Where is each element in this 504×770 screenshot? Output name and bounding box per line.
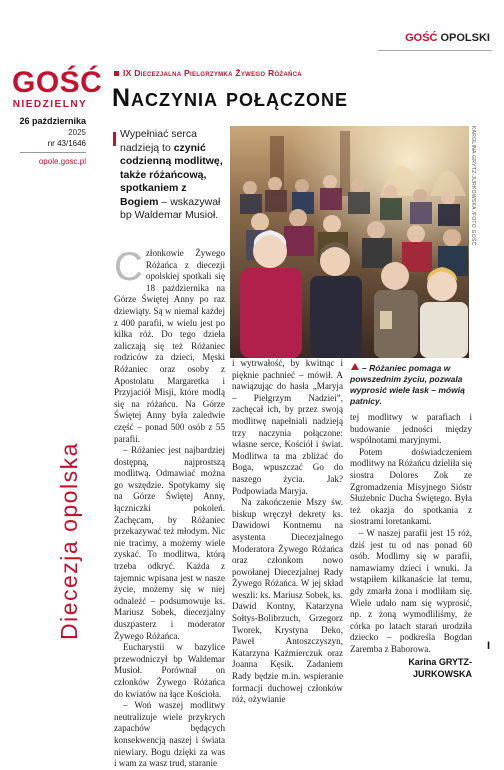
issue-date: 26 października: [19, 116, 86, 126]
lead-accent-bar: [113, 132, 116, 146]
logo[interactable]: [12, 66, 103, 111]
paragraph: [114, 245, 225, 445]
paragraph-text: złonkowie Żywego Różańca z diecezji opolskiej spotkali się 18 października na Górze Świętej Anny po raz dziewiąty. Są w niemal każdej z 400 parafii, w wielu jest po kilka róż. Do tego dzieła zaliczają się też Różaniec rodziców za dzieci, Męski Różaniec oraz osoby z Apostolatu Margaretka i Przyjaciół Misji, które modlą się na różańcu. Na Górze Świętej Anny była zaledwie część – ponad 500 osób z 55 parafii.: [114, 248, 225, 444]
brand-gosc: GOŚĆ: [405, 32, 438, 44]
paragraph: Potem doświadczeniem modlitwy na Różańcu dzieliła się siostra Dolores Zok ze Zgromadzenia Misyjnego Sióstr Służebnic Ducha Świętego. Była też okazja do spotkania z siostrami loretankami.: [350, 446, 472, 527]
dropcap: C: [114, 245, 143, 289]
article-kicker: [114, 68, 302, 78]
article-photo: [230, 126, 469, 358]
logo-main: GOŚĆ: [12, 66, 103, 99]
brand-region: OPOLSKI: [440, 32, 490, 44]
author-signature: Karina GRYTZ-JURKOWSKA: [408, 657, 472, 680]
issue-year: 2025: [68, 128, 86, 137]
square-bullet-icon: [114, 71, 119, 76]
photo-caption: – Różaniec pomaga w powszednim życiu, pozwala wyprosić wiele łask – mówią patnicy.: [350, 363, 465, 406]
article-column-3: [350, 412, 472, 681]
brand-divider: [378, 50, 492, 51]
lead-text-1: Wypełniać serca nadzieją to: [120, 128, 197, 154]
kicker-text: IX Diecezjalna Pielgrzymka Żywego Różańca: [123, 68, 302, 78]
photo-illustration: [230, 126, 469, 358]
article-lead: [120, 128, 224, 223]
site-url[interactable]: opole.gosc.pl: [38, 157, 86, 166]
paragraph: – Woń waszej modlitwy neutralizuje wiele przykrych zapachów będących konsekwencją naszej i świata niewiary. Bogu dzięki za was i wam za wasz trud, staranie: [114, 700, 225, 769]
article-column-1: [114, 245, 225, 770]
paragraph: tej modlitwy w parafiach i budowanie jedności między wspólnotami maryjnymi.: [350, 412, 472, 446]
paragraph: Na zakończenie Mszy św. biskup wręczył dekrety ks. Dawidowi Kontnemu na asystenta Diecezjalnego Moderatora Żywego Różańca oraz członkom nowo powołanej Diecezjalnej Rady Żywego Różańca. W jej skład weszli: ks. Mariusz Sobek, ks. Dawid Kontny, Katarzyna Sołtys-Bolibrzuch, Grzegorz Tworek, Krystyna Deko, Paweł Antoszczyszyn, Katarzyna Kaźmierczuk oraz Joanna Kęsik. Zadaniem Rady będzie m.in. wspieranie formacji duchowej członków róż, ożywianie: [232, 497, 343, 705]
article-column-2: [232, 358, 343, 706]
page-number: I: [486, 640, 490, 652]
paragraph: – Różaniec jest najbardziej dostępną, najprostszą modlitwą. Odmawiać można go wszędzie. Spotykamy się na Górze Świętej Anny, łączniczki pokoleń. Zachęcam, by Różaniec przekazywać też młodym. Nic nie tracimy, a możemy wiele zyskać. To modlitwa, którą trzeba odkryć. Każda z tajemnic wpisana jest w nasze życie, możemy się w niej odnaleźć – podsumowuje ks. Mariusz Sobek, diecezjalny duszpasterz i moderator Żywego Różańca.: [114, 445, 225, 641]
paragraph: – W naszej parafii jest 15 róż, dziś jest tu od nas ponad 60 osób. Modlimy się w parafii, namawiamy dzieci i wnuki. Ja wstąpiłem kilkanaście lat temu, gdy zmarła żona i modliłam się. Wiele udało nam się wyprosić, np. z żoną wymodliliśmy, że córka po latach starań urodziła dziecko – podkreśla Bogdan Zaremba z Baborowa.: [350, 527, 472, 654]
photo-credit: KAROLINA GRYTZ-JURKOWSKA /FOTO GOŚĆ: [470, 126, 476, 246]
lead-text-2: – wskazywał bp Waldemar Musioł.: [120, 195, 221, 221]
sidebar: [0, 0, 103, 666]
divider: [20, 152, 86, 153]
issue-number: nr 43/1646: [47, 139, 86, 148]
brand-header: [405, 32, 490, 44]
paragraph: i wytrwałość, by kwitnąc i pięknie pachnieć – mówił. A nawiązując do hasła „Maryja – Pielgrzym Nadziei”, zachęcał ich, by przez swoją modlitwę napełniali nadzieją trzy naczynia połączone: własne serce, Kościół i świat. Modlitwa ta ma zbliżać do Boga, wpuszczać Go do naszego życia. Jak? Podpowiada Maryja.: [232, 358, 343, 496]
logo-sub: NIEDZIELNY: [12, 99, 88, 110]
paragraph: Eucharystii w bazylice przewodniczył bp Waldemar Musioł. Porównał on członków Żywego Różańca do kwiatów na łące Kościoła.: [114, 642, 225, 699]
section-vertical-title: Diecezja opolska: [56, 442, 82, 640]
lead-text-bold: czynić codzienną modlitwę, także różańcową, spotkaniem z Bogiem: [120, 141, 223, 208]
article-title: Naczynia połączone: [112, 84, 348, 112]
